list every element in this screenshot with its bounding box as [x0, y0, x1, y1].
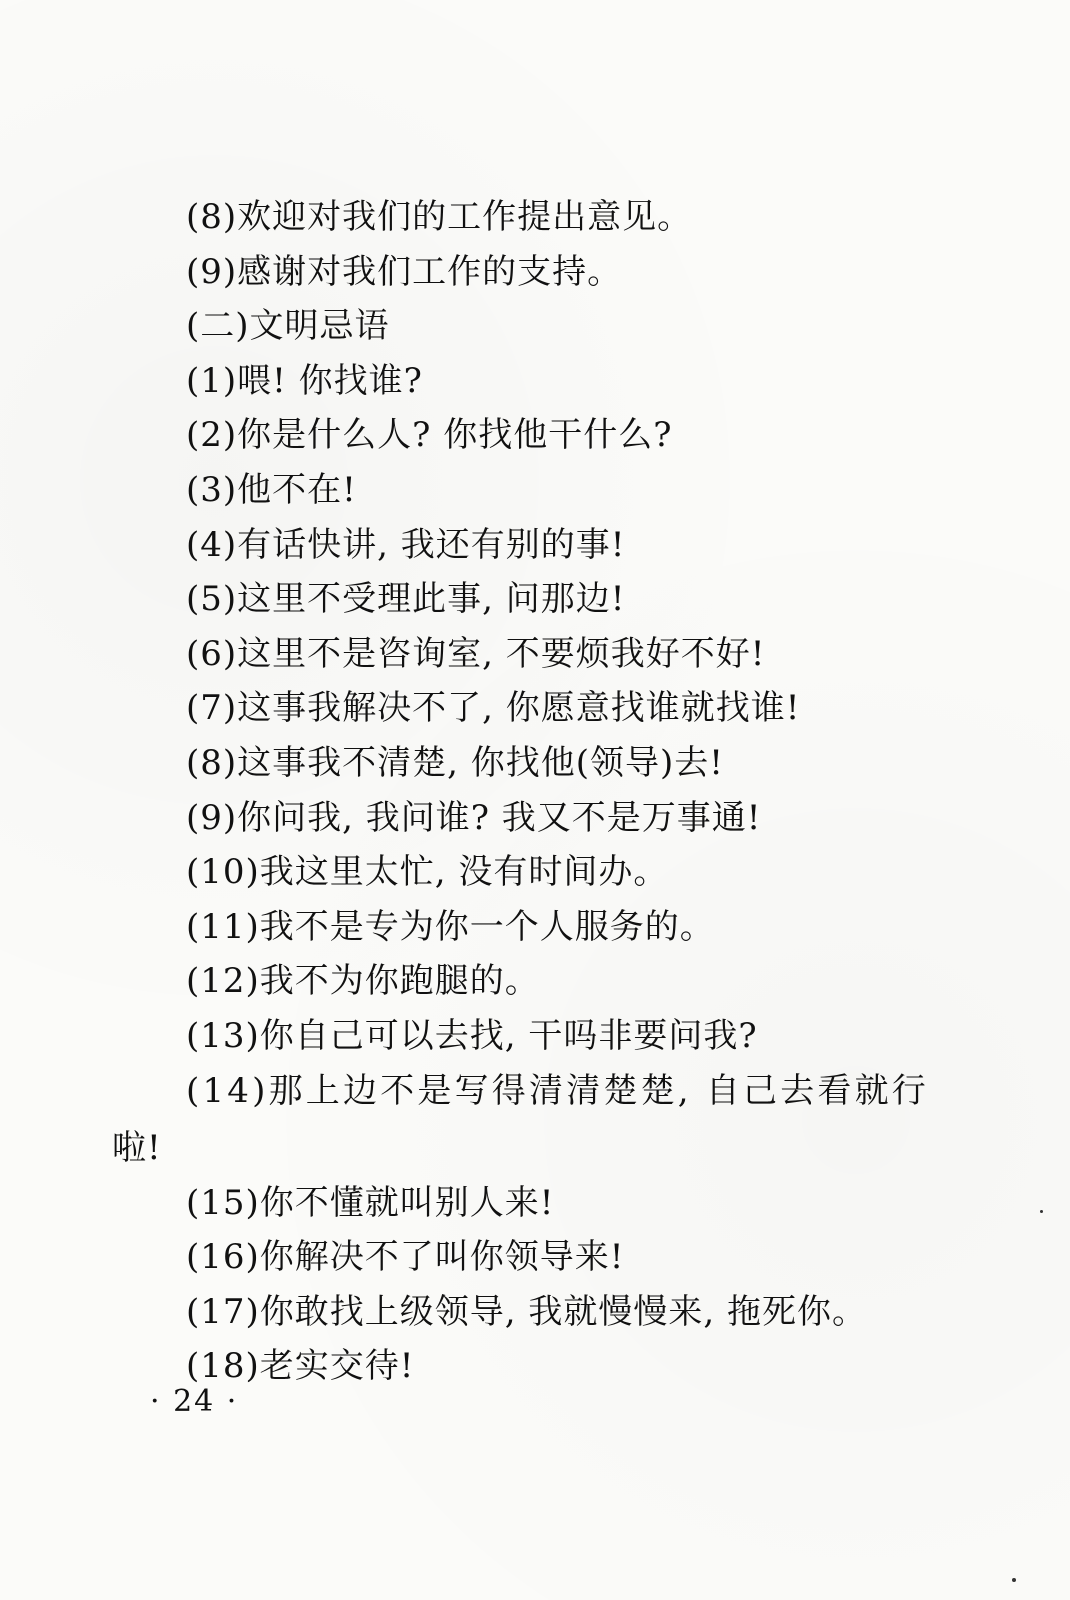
taboo-phrase-14-continuation: 啦!: [112, 1128, 162, 1169]
taboo-phrase-4: (4)有话快讲, 我还有别的事!: [186, 524, 626, 565]
taboo-phrase-15: (15)你不懂就叫别人来!: [186, 1182, 555, 1223]
taboo-phrase-3: (3)他不在!: [186, 469, 357, 510]
taboo-phrase-1: (1)喂! 你找谁?: [186, 360, 423, 401]
taboo-phrase-10: (10)我这里太忙, 没有时间办。: [186, 852, 669, 893]
taboo-phrase-5: (5)这里不受理此事, 问那边!: [186, 579, 626, 620]
taboo-phrase-2: (2)你是什么人? 你找他干什么?: [186, 415, 673, 456]
taboo-phrase-6: (6)这里不是咨询室, 不要烦我好不好!: [186, 633, 766, 674]
taboo-phrase-7: (7)这事我解决不了, 你愿意找谁就找谁!: [186, 688, 801, 729]
polite-phrase-9: (9)感谢对我们工作的支持。: [186, 251, 623, 292]
taboo-phrase-12: (12)我不为你跑腿的。: [186, 961, 540, 1002]
taboo-phrase-14: (14)那上边不是写得清清楚楚, 自己去看就行: [186, 1070, 930, 1111]
scan-speck: [1012, 1578, 1016, 1582]
taboo-phrase-13: (13)你自己可以去找, 干吗非要问我?: [186, 1015, 758, 1056]
polite-phrase-8: (8)欢迎对我们的工作提出意见。: [186, 197, 693, 237]
taboo-phrase-11: (11)我不是专为你一个人服务的。: [186, 906, 715, 947]
section-heading: (二)文明忌语: [186, 306, 390, 347]
taboo-phrase-9: (9)你问我, 我问谁? 我又不是万事通!: [186, 797, 762, 838]
taboo-phrase-16: (16)你解决不了叫你领导来!: [186, 1237, 625, 1278]
taboo-phrase-18: (18)老实交待!: [186, 1346, 415, 1387]
scan-speck: [1040, 1210, 1043, 1213]
body-text: [0, 190, 1070, 1394]
taboo-phrase-17: (17)你敢找上级领导, 我就慢慢来, 拖死你。: [186, 1291, 868, 1332]
page-number: · 24 ·: [150, 1384, 239, 1419]
taboo-phrase-8: (8)这事我不清楚, 你找他(领导)去!: [186, 742, 724, 783]
